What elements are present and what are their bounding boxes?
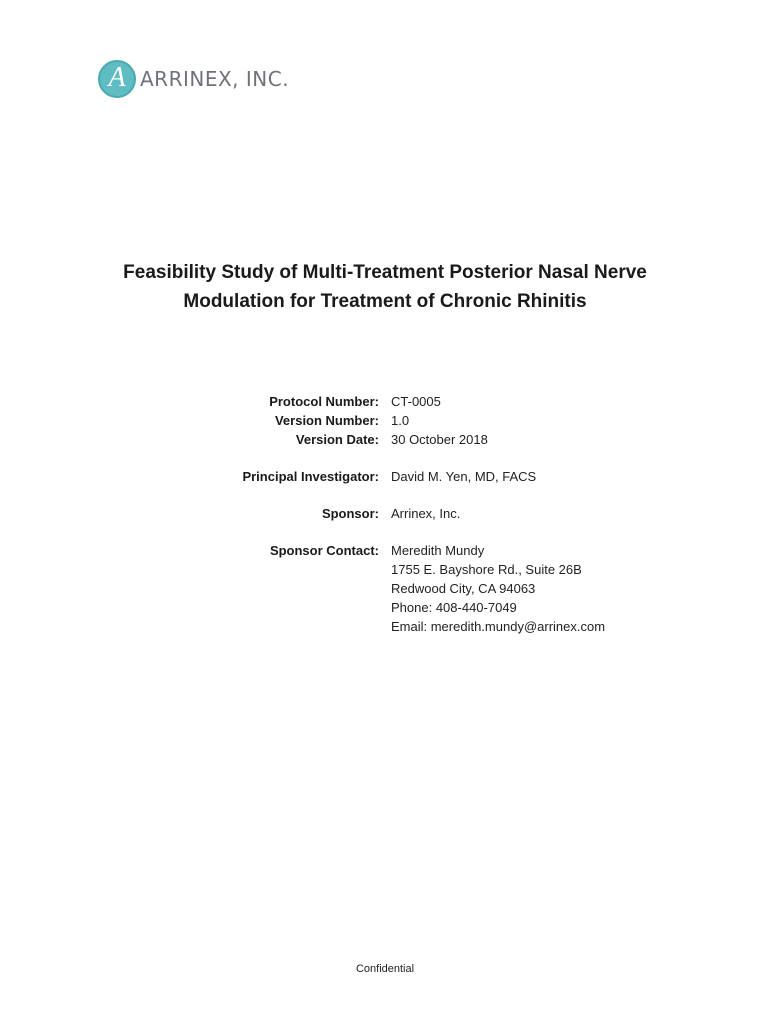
- contact-address-line-1: 1755 E. Bayshore Rd., Suite 26B: [391, 562, 582, 577]
- contact-name: Meredith Mundy: [391, 543, 485, 558]
- principal-investigator-value: David M. Yen, MD, FACS: [391, 469, 537, 484]
- version-number-row: [0, 411, 770, 430]
- document-title: [60, 258, 710, 316]
- sponsor-contact-label: Sponsor Contact:: [269, 543, 379, 558]
- protocol-number-label: Protocol Number:: [269, 394, 379, 409]
- logo-letter: A: [108, 62, 126, 93]
- protocol-info: [0, 392, 770, 636]
- spacer: [0, 523, 770, 541]
- title-line-2: Modulation for Treatment of Chronic Rhinitis: [183, 291, 587, 312]
- protocol-number-value: CT-0005: [391, 394, 441, 409]
- title-line-1: Feasibility Study of Multi-Treatment Posterior Nasal Nerve: [123, 262, 647, 283]
- version-number-value: 1.0: [391, 413, 410, 428]
- confidential-footer: Confidential: [355, 963, 415, 975]
- principal-investigator-row: [0, 467, 770, 486]
- version-date-label: Version Date:: [295, 432, 379, 447]
- version-date-value: 30 October 2018: [391, 432, 488, 447]
- sponsor-row: [0, 504, 770, 523]
- spacer: [0, 486, 770, 504]
- logo-circle-icon: [98, 60, 136, 98]
- sponsor-label: Sponsor:: [321, 506, 379, 521]
- protocol-number-row: [0, 392, 770, 411]
- version-date-row: [0, 430, 770, 449]
- contact-address-line-2: Redwood City, CA 94063: [391, 581, 536, 596]
- company-logo: [98, 60, 289, 98]
- contact-phone: Phone: 408-440-7049: [391, 600, 517, 615]
- sponsor-value: Arrinex, Inc.: [391, 506, 461, 521]
- logo-company-name: ARRINEX, INC.: [140, 67, 290, 91]
- spacer: [0, 449, 770, 467]
- sponsor-contact-block: [391, 541, 605, 636]
- version-number-label: Version Number:: [274, 413, 379, 428]
- sponsor-contact-row: [0, 541, 770, 636]
- contact-email: Email: meredith.mundy@arrinex.com: [391, 619, 606, 634]
- principal-investigator-label: Principal Investigator:: [242, 469, 379, 484]
